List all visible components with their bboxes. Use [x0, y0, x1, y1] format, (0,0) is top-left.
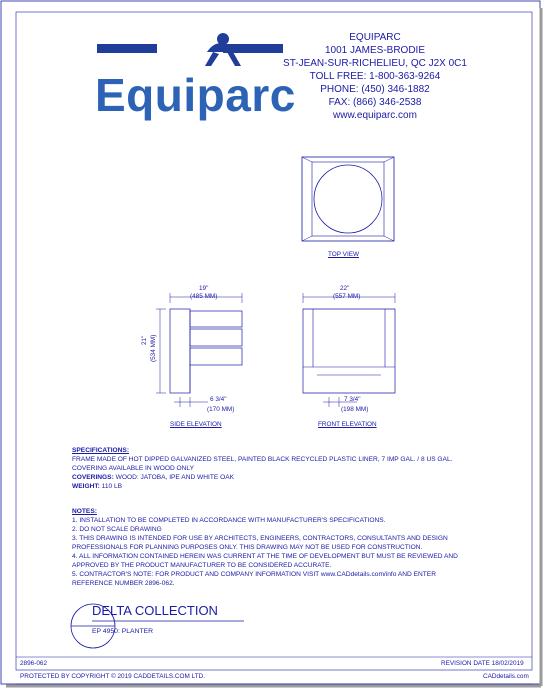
weight-row — [72, 483, 122, 492]
note-line: 2. DO NOT SCALE DRAWING — [72, 526, 162, 533]
weight-label: WEIGHT: — [72, 483, 100, 490]
equiparc-logo-figure — [95, 30, 295, 70]
front-width-mm: (557 MM) — [333, 293, 361, 300]
product-title: EP 4950: PLANTER — [92, 628, 154, 635]
collection-title: DELTA COLLECTION — [92, 603, 218, 618]
front-elevation-label: FRONT ELEVATION — [318, 421, 377, 428]
side-height-dim: 21" — [141, 335, 148, 345]
title-underline — [92, 620, 252, 624]
company-address-line2: ST-JEAN-SUR-RICHELIEU, QC J2X 0C1 — [283, 58, 467, 69]
front-base-mm: (198 MM) — [341, 406, 369, 413]
note-line: 4. ALL INFORMATION CONTAINED HEREIN WAS CURRENT AT THE TIME OF DEVELOPMENT BUT MUST BE REVIEWED AND — [72, 553, 458, 560]
note-line: APPROVED BY THE PRODUCT MANUFACTURER TO BE CONSIDERED ACCURATE. — [72, 562, 332, 569]
front-width-dim: 22" — [340, 285, 350, 292]
company-address-line1: 1001 JAMES-BRODIE — [324, 45, 426, 56]
note-line: 3. THIS DRAWING IS INTENDED FOR USE BY ARCHITECTS, ENGINEERS, CONTRACTORS, CONSULTANTS AND DESIGN — [72, 535, 448, 542]
company-fax: FAX: (866) 346-2538 — [328, 97, 422, 108]
note-line: PROFESSIONALS FOR PLANNING PURPOSES ONLY. THIS DRAWING MAY NOT BE USED FOR CONSTRUCTION. — [72, 544, 423, 551]
company-toll-free: TOLL FREE: 1-800-363-9264 — [309, 71, 441, 82]
revision-date: REVISION DATE 18/02/2019 — [441, 660, 524, 667]
side-base-mm: (170 MM) — [207, 406, 235, 413]
copyright-text: PROTECTED BY COPYRIGHT © 2019 CADDETAILS.COM LTD. — [20, 673, 205, 680]
coverings-row — [72, 474, 234, 483]
side-width-mm: (485 MM) — [190, 293, 218, 300]
caddetails-site: CADdetails.com — [483, 673, 529, 680]
company-phone: PHONE: (450) 346-1882 — [320, 84, 430, 95]
coverings-label: COVERINGS: — [72, 474, 114, 481]
front-base-dim: 7 3/4" — [344, 396, 361, 403]
side-height-mm: (534 MM) — [150, 334, 157, 362]
note-line: 5. CONTRACTOR'S NOTE: FOR PRODUCT AND COMPANY INFORMATION VISIT www.CADdetails.com/info AND ENTER — [72, 571, 436, 578]
weight-value: 110 LB — [99, 483, 123, 490]
company-website: www.equiparc.com — [333, 110, 417, 121]
specifications-heading: SPECIFICATIONS: — [72, 447, 130, 454]
side-width-dim: 19" — [199, 285, 209, 292]
specifications-line2: COVERING AVAILABLE IN WOOD ONLY — [72, 465, 195, 472]
specifications-line1: FRAME MADE OF HOT DIPPED GALVANIZED STEEL, PAINTED BLACK RECYCLED PLASTIC LINER, 7 IMP GAL. / 8 US GAL. — [72, 456, 453, 463]
reference-number: 2896-062 — [20, 660, 48, 667]
coverings-value: WOOD: JATOBA, IPE AND WHITE OAK — [113, 474, 235, 481]
side-base-dim: 6 3/4" — [210, 396, 227, 403]
notes-heading: NOTES: — [72, 508, 97, 515]
company-name: EQUIPARC — [349, 32, 401, 43]
side-elevation-label: SIDE ELEVATION — [170, 421, 222, 428]
top-view-label: TOP VIEW — [328, 251, 360, 258]
note-line: 1. INSTALLATION TO BE COMPLETED IN ACCORDANCE WITH MANUFACTURER'S SPECIFICATIONS. — [72, 517, 386, 524]
top-view-drawing — [300, 155, 410, 245]
equiparc-logo-text: Equiparc — [95, 69, 296, 121]
note-line: REFERENCE NUMBER 2896-062. — [72, 580, 175, 587]
